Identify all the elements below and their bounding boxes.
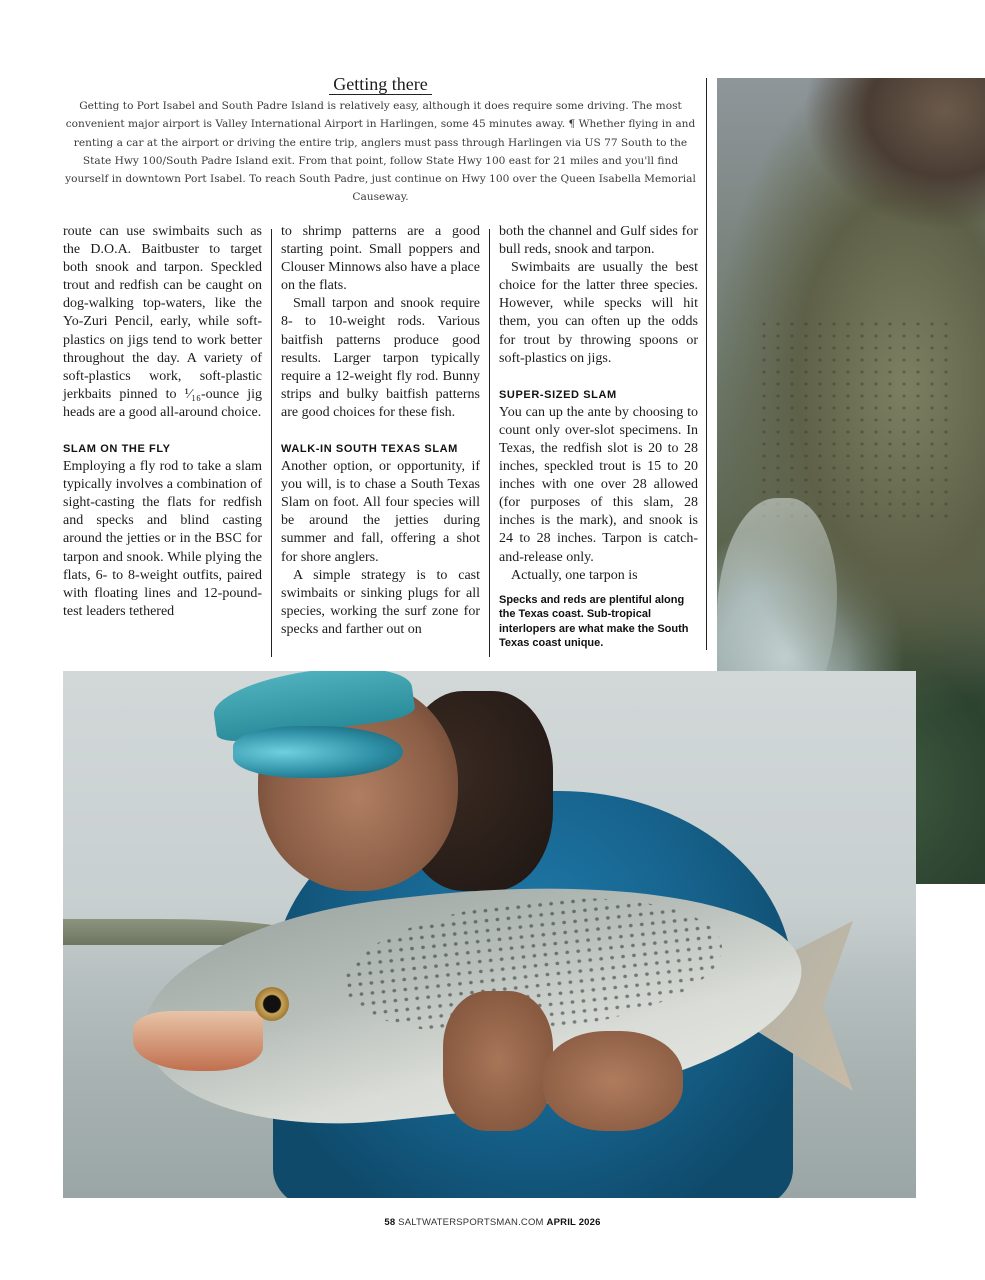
photo-caption: Specks and reds are plentiful along the Texas coast. Sub-tropical interlopers are what make the South Texas coast unique. [499, 593, 689, 650]
body-paragraph: to shrimp patterns are a good starting point. Small poppers and Clouser Minnows also have a place on the flats. [281, 224, 480, 294]
article-column-2 [281, 223, 480, 639]
body-paragraph: You can up the ante by choosing to count only over-slot specimens. In Texas, the redfish slot is 20 to 28 inches, speckled trout is 15 to 20 inches with one over 28 allowed (for purposes of this slam, 28 inches is the mark), and snook is 24 to 28 inches. Tarpon is catch-and-release only. [499, 404, 698, 565]
photo-hand-right [543, 1031, 683, 1131]
column-rule-1 [271, 229, 272, 657]
photo-trout-eye [255, 987, 289, 1021]
subhead-walk-in: WALK-IN SOUTH TEXAS SLAM [281, 443, 458, 456]
article-column-1 [63, 223, 262, 621]
sidebar-divider [706, 78, 707, 650]
body-paragraph: Small tarpon and snook require 8- to 10-weight rods. Various baitfish patterns produce good results. Larger tarpon typically require a 12-weight fly rod. Bunny strips and bulky baitfish patterns are good choices for these fish. [281, 296, 480, 420]
body-paragraph: route can use swimbaits such as the D.O.A. Baitbuster to target both snook and tarpon. Speckled trout and redfish can be caught on dog-walking top-waters, like the Yo-Zuri Pencil, early, while soft-plastics on jigs tend to work better throughout the day. A variety of soft-plastics work, soft-plastic jerkbaits pinned to ¹⁄₁₆-ounce jig heads are a good all-around choice. [63, 224, 262, 420]
sidebar-text: Getting to Port Isabel and South Padre Island is relatively easy, although it does require some driving. The most convenient major airport is Valley International Airport in Harlingen, some 45 minutes away. ¶ Whether flying in and renting a car at the airport or driving the entire trip, anglers must pass through Harlingen via US 77 South to the State Hwy 100/South Padre Island exit. From that point, follow State Hwy 100 east for 21 miles and you'll find yourself in downtown Port Isabel. To reach South Padre, just continue on Hwy 100 over the Queen Isabella Memorial Causeway. [65, 100, 696, 204]
photo-trout-mouth [133, 1011, 263, 1071]
subhead-slam-on-the-fly: SLAM ON THE FLY [63, 443, 171, 456]
body-paragraph: A simple strategy is to cast swimbaits or sinking plugs for all species, working the surf zone for specks and farther out on [281, 567, 480, 637]
body-paragraph: Actually, one tarpon is [511, 567, 638, 583]
photo-fish-spots [757, 318, 957, 518]
body-paragraph: Swimbaits are usually the best choice for the latter three species. However, while specks will hit them, you can often up the odds for trout by throwing spoons or soft-plastics on jigs. [499, 260, 698, 366]
sidebar-title [63, 74, 698, 95]
sidebar-title-text: Getting there [329, 74, 431, 95]
footer-site: SALTWATERSPORTSMAN.COM [398, 1217, 544, 1228]
photo-hand-left [443, 991, 553, 1131]
column-rule-2 [489, 229, 490, 657]
body-paragraph: both the channel and Gulf sides for bull reds, snook and tarpon. [499, 224, 698, 258]
photo-sunglasses [233, 726, 403, 778]
footer-issue: APRIL 2026 [546, 1217, 601, 1228]
photo-angler-with-trout [63, 671, 916, 1198]
body-paragraph: Another option, or opportunity, if you will, is to chase a South Texas Slam on foot. All four species will be around the jetties during summer and fall, offering a shot for shore anglers. [281, 459, 480, 565]
subhead-super-sized: SUPER-SIZED SLAM [499, 388, 617, 401]
page-footer [0, 1217, 985, 1228]
article-column-3 [499, 223, 698, 651]
body-paragraph: Employing a fly rod to take a slam typically involves a combination of sight-casting the flats for redfish and specks and blind casting around the jetties or in the BSC for tarpon and snook. While plying the flats, 6- to 8-weight outfits, paired with floating lines and 12-pound-test leaders tethered [63, 459, 262, 619]
page-number: 58 [384, 1217, 396, 1228]
